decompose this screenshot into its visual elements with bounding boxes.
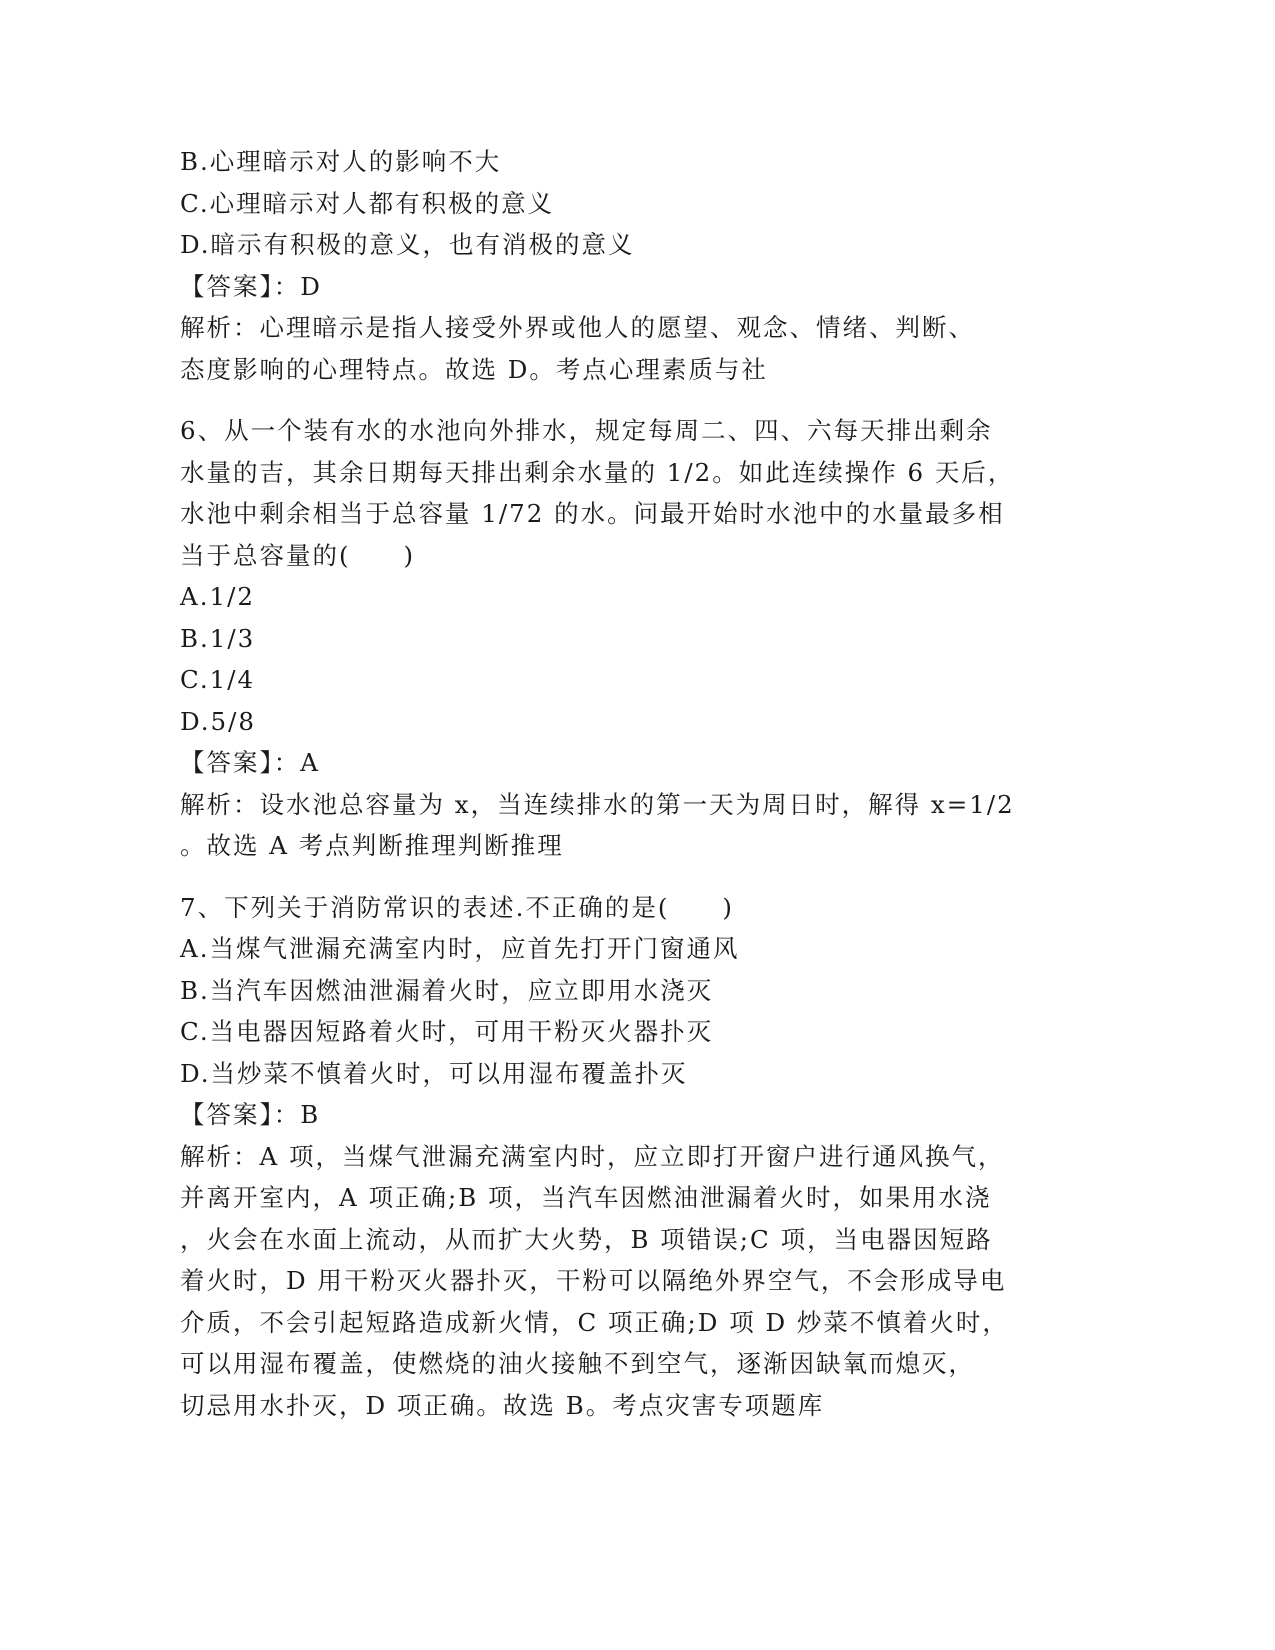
option-d: D.暗示有积极的意义，也有消极的意义	[180, 230, 635, 259]
question-stem: 水量的吉，其余日期每天排出剩余水量的 1/2。如此连续操作 6 天后，	[180, 457, 1015, 487]
option-c: C.当电器因短路着火时，可用干粉灭火器扑灭	[180, 1017, 714, 1046]
question-7	[180, 887, 1060, 1427]
option-d: D.当炒菜不慎着火时，可以用湿布覆盖扑灭	[180, 1058, 688, 1088]
analysis-line: 解析：设水池总容量为 x，当连续排水的第一天为周日时，解得 x=1/2	[180, 789, 1015, 819]
option-b: B.心理暗示对人的影响不大	[180, 147, 502, 176]
analysis-line: 。故选 A 考点判断推理判断推理	[180, 831, 564, 860]
analysis-line: 着火时，D 用干粉灭火器扑灭，干粉可以隔绝外界空气，不会形成导电	[180, 1266, 1007, 1295]
document-page	[180, 141, 1060, 1426]
question-stem: 6、从一个装有水的水池向外排水，规定每周二、四、六每天排出剩余	[180, 416, 993, 445]
option-a: A.当煤气泄漏充满室内时，应首先打开门窗通风	[180, 934, 740, 963]
analysis-line: 解析：心理暗示是指人接受外界或他人的愿望、观念、情绪、判断、	[180, 313, 975, 342]
option-b: B.1/3	[180, 623, 256, 653]
question-stem: 水池中剩余相当于总容量 1/72 的水。问最开始时水池中的水量最多相	[180, 499, 1005, 528]
option-b: B.当汽车因燃油泄漏着火时，应立即用水浇灭	[180, 975, 714, 1005]
question-stem: 当于总容量的( )	[180, 540, 416, 570]
option-c: C.心理暗示对人都有积极的意义	[180, 188, 555, 218]
analysis-line: 切忌用水扑灭，D 项正确。故选 B。考点灾害专项题库	[180, 1390, 825, 1420]
answer: 【答案】：A	[180, 748, 320, 777]
analysis-line: 可以用湿布覆盖，使燃烧的油火接触不到空气，逐渐因缺氧而熄灭，	[180, 1349, 975, 1378]
analysis-line: 解析：A 项，当煤气泄漏充满室内时，应立即打开窗户进行通风换气，	[180, 1141, 1005, 1171]
analysis-line: ，火会在水面上流动，从而扩大火势，B 项错误;C 项，当电器因短路	[180, 1224, 993, 1254]
analysis-line: 并离开室内，A 项正确;B 项，当汽车因燃油泄漏着火时，如果用水浇	[180, 1183, 992, 1212]
question-stem: 7、下列关于消防常识的表述.不正确的是( )	[180, 892, 734, 922]
answer: 【答案】：D	[180, 271, 322, 301]
option-c: C.1/4	[180, 665, 256, 694]
question-5	[180, 141, 1060, 390]
analysis-line: 态度影响的心理特点。故选 D。考点心理素质与社	[180, 354, 768, 384]
analysis-line: 介质，不会引起短路造成新火情，C 项正确;D 项 D 炒菜不慎着火时，	[180, 1307, 1009, 1337]
option-d: D.5/8	[180, 706, 256, 736]
option-a: A.1/2	[180, 582, 255, 611]
question-6	[180, 410, 1060, 867]
answer: 【答案】：B	[180, 1100, 321, 1129]
